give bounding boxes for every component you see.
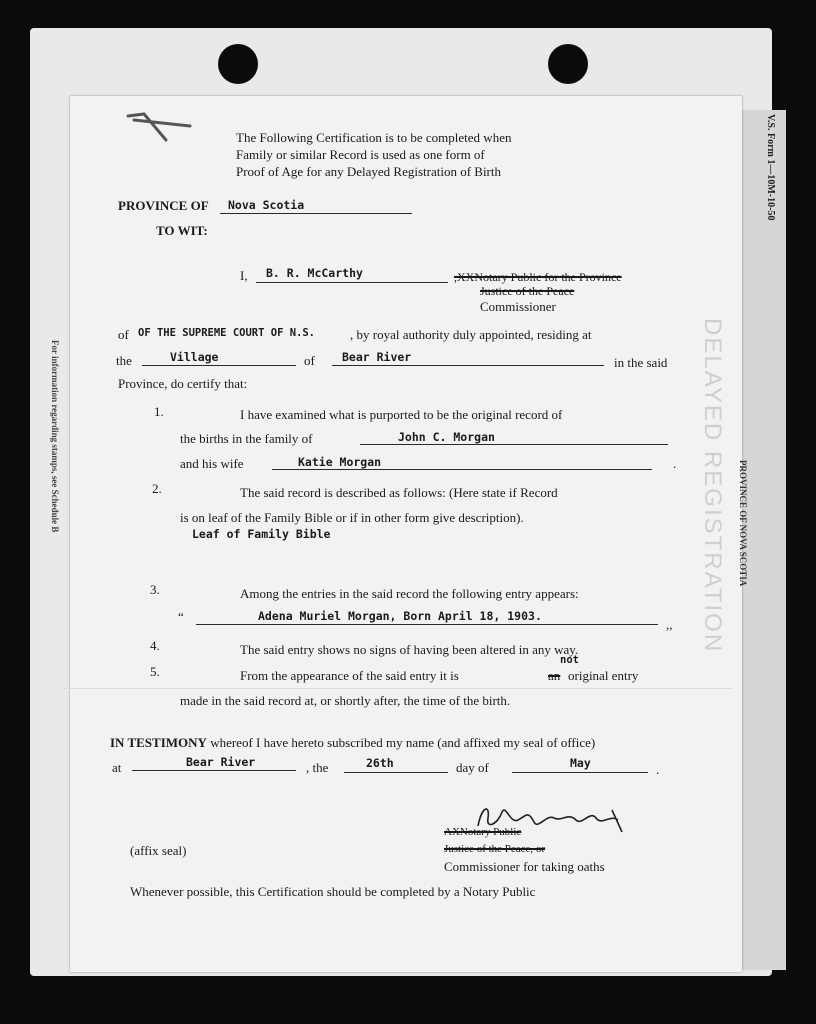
footer-note: Whenever possible, this Certification should be completed by a Notary Public	[130, 884, 536, 899]
to-wit: TO WIT:	[156, 223, 208, 238]
open-quote: “	[178, 609, 184, 624]
struck-title-justice: Justice of the Peace	[480, 284, 575, 298]
item-4-text: The said entry shows no signs of having been altered in any way.	[240, 642, 579, 657]
certifier-line	[256, 282, 448, 283]
struck-title-notary: ,XXNotary Public for the Province	[454, 270, 622, 284]
entry-value: Adena Muriel Morgan, Born April 18, 1903.	[258, 609, 542, 623]
month-value: May	[570, 756, 591, 770]
item-5-number: 5.	[150, 664, 160, 679]
record-description: Leaf of Family Bible	[192, 527, 331, 541]
births-label: the births in the family of	[180, 431, 313, 446]
province-label: PROVINCE OF	[118, 198, 209, 213]
father-line	[360, 444, 668, 445]
province-line	[220, 213, 412, 214]
father-value: John C. Morgan	[398, 430, 495, 444]
item-2-text-1: The said record is described as follows: (Here state if Record	[240, 485, 558, 500]
commissioner-oaths: Commissioner for taking oaths	[444, 859, 605, 874]
item-5-text-b: original entry	[568, 668, 639, 683]
header-line: The Following Certification is to be completed when	[236, 130, 512, 145]
mother-period: .	[673, 456, 677, 471]
province-side-text: PROVINCE OF NOVA SCOTIA	[738, 460, 748, 587]
the-label-2: , the	[306, 760, 329, 775]
day-of-label: day of	[456, 760, 489, 775]
header-text	[236, 129, 511, 180]
fold-line	[62, 688, 732, 689]
item-3-text: Among the entries in the said record the following entry appears:	[240, 586, 579, 601]
header-line: Family or similar Record is used as one form of	[236, 147, 485, 162]
item-3-number: 3.	[150, 582, 160, 597]
day-value: 26th	[366, 756, 394, 770]
month-line	[512, 772, 648, 773]
header-line: Proof of Age for any Delayed Registration of Birth	[236, 164, 501, 179]
left-margin-note: For information regarding stamps, see Schedule B	[50, 340, 60, 533]
royal-authority-text: , by royal authority duly appointed, residing at	[350, 327, 592, 342]
form-number: V.S. Form 1—10M-10-50	[765, 114, 776, 221]
item-1-number: 1.	[154, 404, 164, 419]
item-5-text-2: made in the said record at, or shortly after, the time of the birth.	[180, 693, 511, 708]
court-value: OF THE SUPREME COURT OF N.S.	[138, 327, 316, 339]
province-certify-text: Province, do certify that:	[118, 376, 248, 391]
village-value: Village	[170, 350, 219, 364]
item-5-struck-word: an	[548, 668, 561, 683]
of-label-2: of	[304, 353, 315, 368]
wife-label: and his wife	[180, 456, 244, 471]
at-value: Bear River	[186, 755, 256, 769]
certifier-name: B. R. McCarthy	[266, 266, 363, 280]
title-commissioner: Commissioner	[480, 299, 556, 314]
delayed-registration-watermark: DELAYED REGISTRATION	[699, 318, 726, 654]
day-line	[344, 772, 448, 773]
struck-sig-justice: Justice of the Peace, or	[444, 843, 546, 855]
the-label: the	[116, 353, 132, 368]
testimony-bold: IN TESTIMONY	[110, 735, 207, 750]
end-period: .	[656, 762, 660, 777]
item-4-number: 4.	[150, 638, 160, 653]
in-the-said: in the said	[614, 355, 668, 370]
item-2-number: 2.	[152, 481, 162, 496]
at-label: at	[112, 760, 122, 775]
mother-line	[272, 469, 652, 470]
punch-hole-right	[548, 44, 588, 84]
struck-sig-notary: AXNotary Public	[444, 826, 522, 838]
affix-seal: (affix seal)	[130, 843, 187, 858]
province-value: Nova Scotia	[228, 198, 305, 212]
testimony-text	[110, 735, 595, 751]
item-5-text-a: From the appearance of the said entry it is	[240, 668, 459, 683]
paper-clip-icon	[124, 110, 194, 144]
village-line	[142, 365, 296, 366]
entry-line	[196, 624, 658, 625]
close-quote: ,,	[666, 617, 673, 632]
place-line	[332, 365, 604, 366]
of-label: of	[118, 327, 129, 342]
at-line	[132, 770, 296, 771]
item-5-insert: not	[560, 654, 579, 666]
place-value: Bear River	[342, 350, 412, 364]
item-2-text-2: is on leaf of the Family Bible or if in other form give description).	[180, 510, 524, 525]
mother-value: Katie Morgan	[298, 455, 382, 469]
punch-hole-left	[218, 44, 258, 84]
item-1-text: I have examined what is purported to be the original record of	[240, 407, 563, 422]
testimony-rest: whereof I have hereto subscribed my name (and affixed my seal of office)	[206, 735, 596, 750]
i-label: I,	[240, 268, 248, 283]
